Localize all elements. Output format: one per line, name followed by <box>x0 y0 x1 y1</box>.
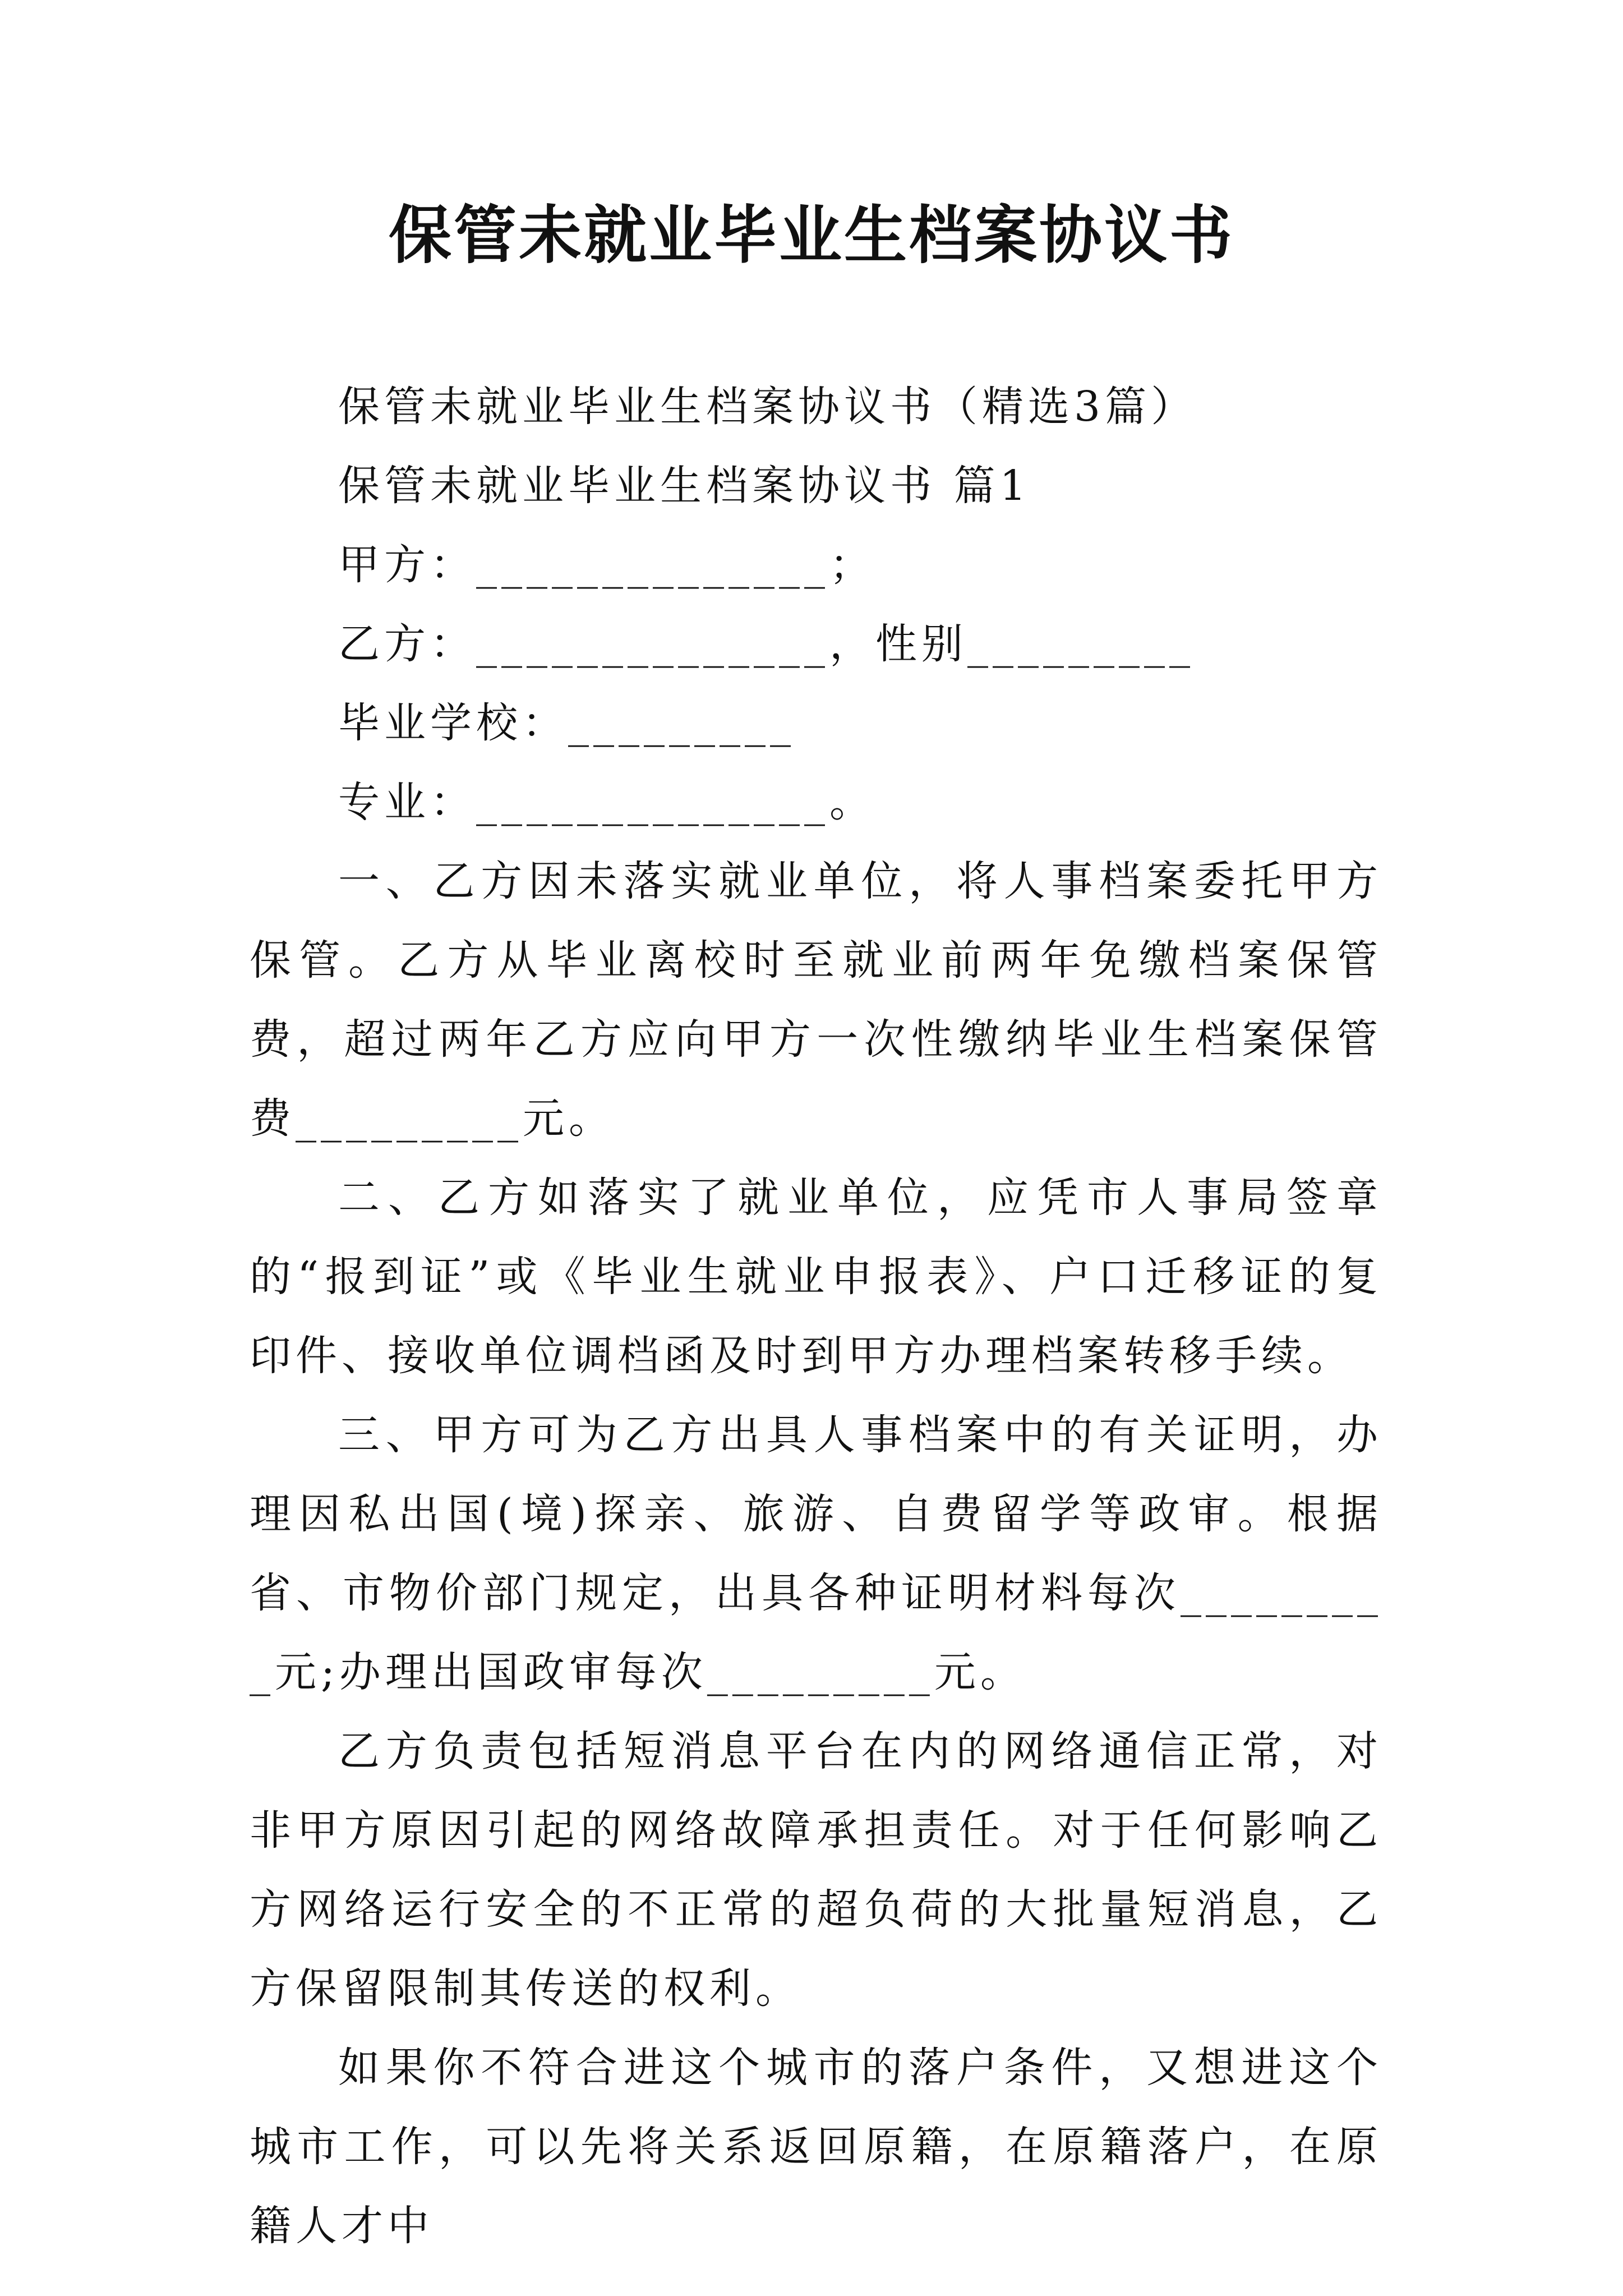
paragraph-clause-3: 三、甲方可为乙方出具人事档案中的有关证明，办理因私出国(境)探亲、旅游、自费留学等政审。根据省、市物价部门规定，出具各种证明材料每次_________元;办理出国政审每次_________元。 <box>250 1411 1382 1696</box>
paragraph-household: 如果你不符合进这个城市的落户条件，又想进这个城市工作，可以先将关系返回原籍，在原籍落户，在原籍人才中 <box>250 2044 1382 2250</box>
field-major: 专业：______________。 <box>338 778 875 826</box>
document-body <box>250 367 1382 2266</box>
paragraph-network: 乙方负责包括短消息平台在内的网络通信正常，对非甲方原因引起的网络故障承担责任。对于任何影响乙方网络运行安全的不正常的超负荷的大批量短消息，乙方保留限制其传送的权利。 <box>250 1727 1382 2013</box>
document-subtitle: 保管未就业毕业生档案协议书（精选3篇） <box>338 383 1197 431</box>
paragraph-clause-2: 二、乙方如落实了就业单位，应凭市人事局签章的“报到证”或《毕业生就业申报表》、户口迁移证的复印件、接收单位调档函及时到甲方办理档案转移手续。 <box>250 1174 1382 1380</box>
field-party-b: 乙方：______________，性别_________ <box>338 620 1195 668</box>
field-school: 毕业学校：_________ <box>338 699 795 747</box>
field-party-a: 甲方：______________； <box>338 541 875 589</box>
paragraph-clause-1: 一、乙方因未落实就业单位，将人事档案委托甲方保管。乙方从毕业离校时至就业前两年免缴档案保管费，超过两年乙方应向甲方一次性缴纳毕业生档案保管费_________元。 <box>250 857 1382 1143</box>
document-title: 保管未就业毕业生档案协议书 <box>389 199 1234 272</box>
section-heading: 保管未就业毕业生档案协议书 篇1 <box>338 462 1031 510</box>
